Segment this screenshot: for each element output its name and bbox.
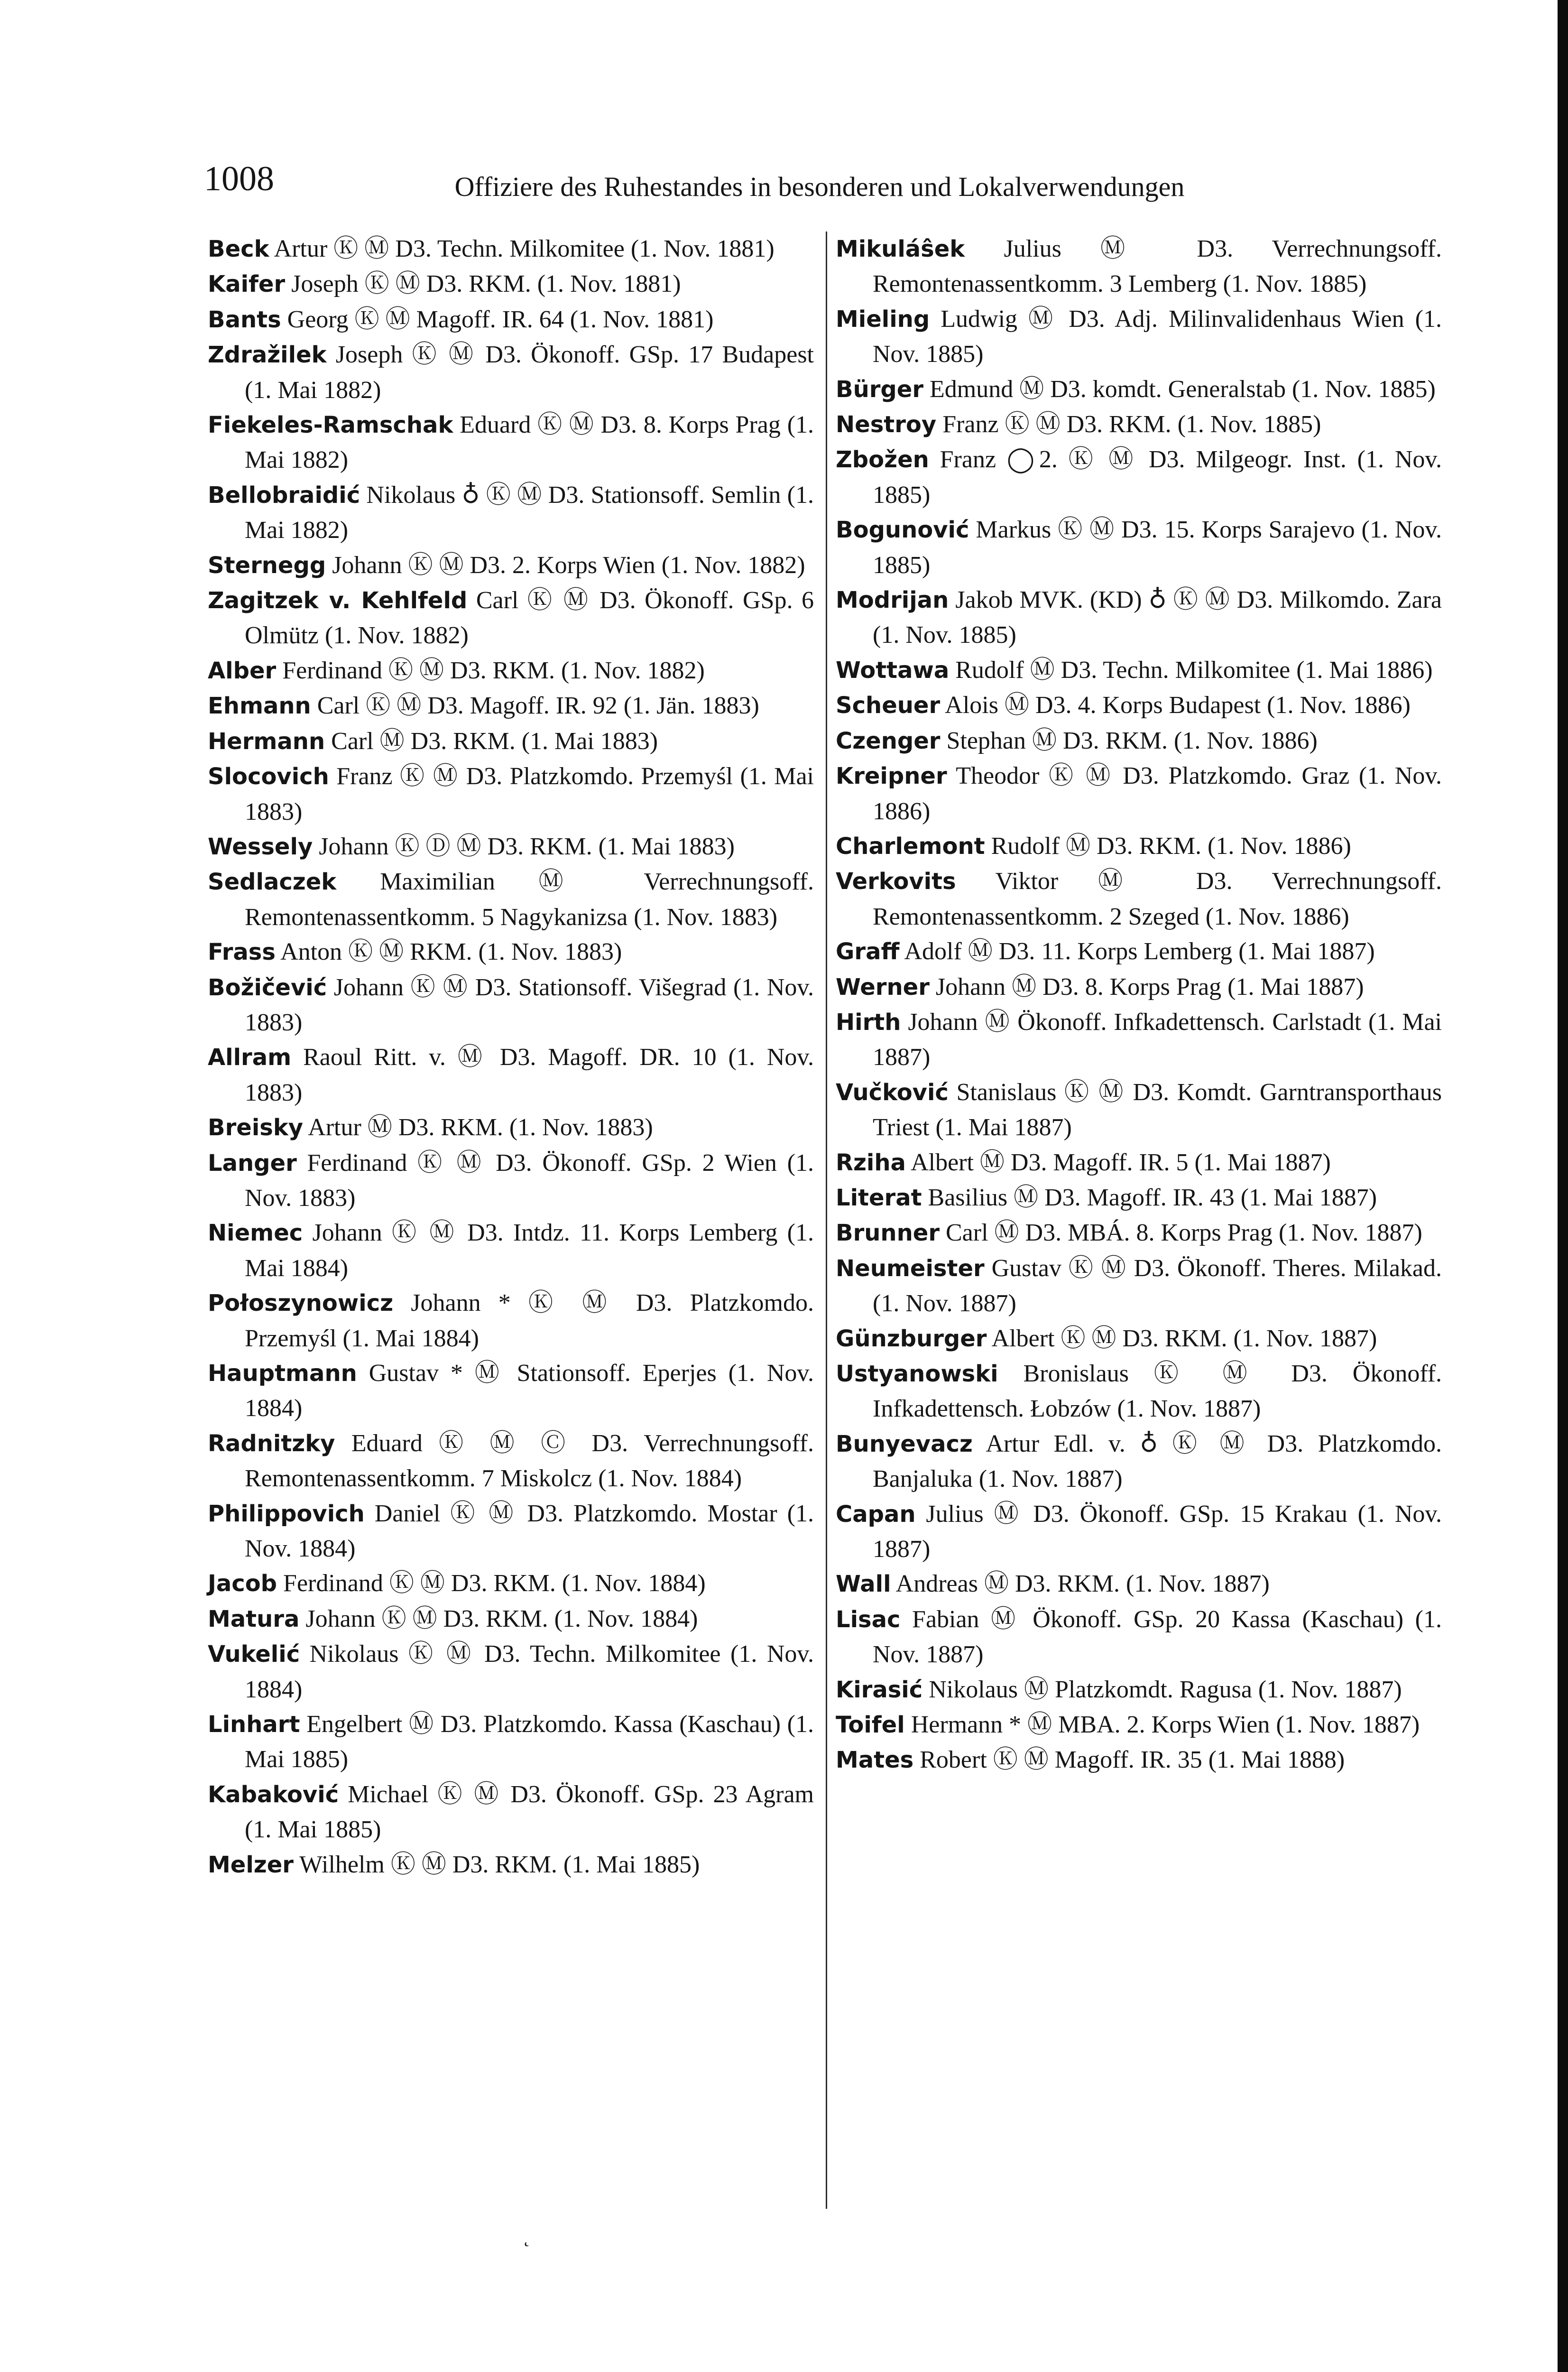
- register-entry: [208, 1215, 814, 1286]
- entry-surname: Wottawa: [836, 657, 950, 684]
- entry-details: Artur Ⓜ D3. RKM. (1. Nov. 1883): [308, 1114, 653, 1141]
- entry-details: Johann Ⓚ Ⓜ D3. Intdz. 11. Korps Lemberg (1. Mai 1884): [245, 1219, 814, 1282]
- entry-details: Julius Ⓜ D3. Ökonoff. GSp. 15 Krakau (1. Nov. 1887): [873, 1500, 1442, 1563]
- entry-details: Hermann * Ⓜ MBA. 2. Korps Wien (1. Nov. 1887): [911, 1711, 1420, 1739]
- entry-details: Carl Ⓚ Ⓜ D3. Magoff. IR. 92 (1. Jän. 1883): [317, 692, 759, 720]
- entry-details: Basilius Ⓜ D3. Magoff. IR. 43 (1. Mai 1887): [928, 1184, 1377, 1211]
- register-entry: [836, 1215, 1442, 1251]
- entry-details: Eduard Ⓚ Ⓜ D3. 8. Korps Prag (1. Mai 1882): [245, 411, 814, 474]
- entry-surname: Capan: [836, 1501, 916, 1528]
- entry-surname: Brunner: [836, 1220, 940, 1247]
- entry-surname: Alber: [208, 657, 277, 684]
- entry-details: Adolf Ⓜ D3. 11. Korps Lemberg (1. Mai 1887): [904, 938, 1375, 965]
- entry-details: Rudolf Ⓜ D3. RKM. (1. Nov. 1886): [991, 832, 1351, 860]
- entry-surname: Fiekeles-Ramschak: [208, 412, 453, 439]
- register-entry: [836, 1672, 1442, 1707]
- register-entry: [836, 970, 1442, 1005]
- register-entry: [836, 583, 1442, 653]
- register-entry: [208, 829, 814, 864]
- register-entry: [836, 512, 1442, 583]
- register-entry: [208, 864, 814, 935]
- entry-surname: Matura: [208, 1605, 300, 1632]
- entry-surname: Frass: [208, 939, 276, 966]
- entry-surname: Kaifer: [208, 271, 286, 298]
- entry-details: Julius Ⓜ D3. Verrechnungsoff. Remontenassentkomm. 3 Lemberg (1. Nov. 1885): [873, 235, 1442, 298]
- entry-details: Markus Ⓚ Ⓜ D3. 15. Korps Sarajevo (1. Nov. 1885): [873, 516, 1442, 579]
- register-entry: [836, 688, 1442, 723]
- entry-surname: Ustyanowski: [836, 1361, 998, 1387]
- entry-surname: Kabaković: [208, 1781, 339, 1808]
- entry-surname: Jacob: [208, 1570, 277, 1597]
- register-entry: [208, 1496, 814, 1566]
- entry-surname: Melzer: [208, 1851, 294, 1878]
- entry-details: Johann Ⓚ Ⓜ D3. RKM. (1. Nov. 1884): [305, 1605, 698, 1632]
- entry-surname: Hirth: [836, 1009, 901, 1036]
- entry-surname: Połoszynowicz: [208, 1290, 394, 1317]
- entry-details: Joseph Ⓚ Ⓜ D3. RKM. (1. Nov. 1881): [291, 270, 681, 298]
- entry-surname: Radnitzky: [208, 1430, 335, 1457]
- entry-details: Ferdinand Ⓚ Ⓜ D3. RKM. (1. Nov. 1882): [282, 657, 705, 684]
- entry-details: Rudolf Ⓜ D3. Techn. Milkomitee (1. Mai 1886): [955, 656, 1433, 684]
- entry-surname: Modrijan: [836, 587, 949, 614]
- register-entry: [836, 1742, 1442, 1778]
- entry-surname: Vukelić: [208, 1641, 300, 1668]
- register-entry: [836, 442, 1442, 512]
- entry-details: Viktor Ⓜ D3. Verrechnungsoff. Remontenassentkomm. 2 Szeged (1. Nov. 1886): [873, 868, 1442, 930]
- register-entry: [208, 724, 814, 759]
- entry-details: Albert Ⓜ D3. Magoff. IR. 5 (1. Mai 1887): [911, 1149, 1331, 1176]
- register-entry: [836, 1707, 1442, 1742]
- entry-details: Nikolaus Ⓜ Platzkomdt. Ragusa (1. Nov. 1887): [929, 1676, 1402, 1703]
- running-head: Offiziere des Ruhestandes in besonderen und Lokalverwendungen: [454, 171, 1185, 202]
- entry-details: Ferdinand Ⓚ Ⓜ D3. Ökonoff. GSp. 2 Wien (1. Nov. 1883): [245, 1149, 814, 1212]
- entry-surname: Slocovich: [208, 763, 329, 790]
- entry-details: Gustav * Ⓜ Stationsoff. Eperjes (1. Nov. 1884): [245, 1360, 814, 1422]
- register-entry: [836, 1356, 1442, 1427]
- register-entry: [208, 232, 814, 267]
- entry-surname: Breisky: [208, 1114, 304, 1141]
- entry-surname: Langer: [208, 1149, 297, 1177]
- entry-surname: Wessely: [208, 833, 313, 860]
- entry-surname: Zbožen: [836, 446, 929, 473]
- entry-surname: Bürger: [836, 376, 924, 403]
- register-entry: [836, 723, 1442, 759]
- entry-surname: Bunyevacz: [836, 1430, 973, 1457]
- entry-details: Wilhelm Ⓚ Ⓜ D3. RKM. (1. Mai 1885): [299, 1851, 700, 1878]
- entry-details: Daniel Ⓚ Ⓜ D3. Platzkomdo. Mostar (1. Nov. 1884): [245, 1500, 814, 1563]
- register-entry: [836, 653, 1442, 688]
- entry-details: Albert Ⓚ Ⓜ D3. RKM. (1. Nov. 1887): [991, 1325, 1377, 1352]
- right-column: [836, 232, 1442, 1778]
- entry-details: Eduard Ⓚ Ⓜ Ⓒ D3. Verrechnungsoff. Remontenassentkomm. 7 Miskolcz (1. Nov. 1884): [245, 1429, 814, 1492]
- register-entry: [208, 1286, 814, 1356]
- register-entry: [836, 1180, 1442, 1215]
- entry-surname: Zdražilek: [208, 342, 327, 369]
- entry-surname: Czenger: [836, 727, 941, 754]
- entry-details: Nikolaus ♁ Ⓚ Ⓜ D3. Stationsoff. Semlin (1. Mai 1882): [245, 481, 814, 544]
- register-entry: [208, 1566, 814, 1601]
- entry-details: Stanislaus Ⓚ Ⓜ D3. Komdt. Garntransporthaus Triest (1. Mai 1887): [873, 1078, 1442, 1141]
- entry-details: Engelbert Ⓜ D3. Platzkomdo. Kassa (Kaschau) (1. Mai 1885): [245, 1711, 814, 1773]
- entry-surname: Hermann: [208, 728, 325, 755]
- entry-details: Andreas Ⓜ D3. RKM. (1. Nov. 1887): [895, 1570, 1270, 1598]
- entry-details: Maximilian Ⓜ Verrechnungsoff. Remontenassentkomm. 5 Nagykanizsa (1. Nov. 1883): [245, 868, 814, 931]
- column-divider: [826, 232, 827, 2209]
- entry-details: Carl Ⓜ D3. MBÁ. 8. Korps Prag (1. Nov. 1887): [946, 1219, 1422, 1247]
- register-entry: [208, 302, 814, 337]
- register-entry: [836, 372, 1442, 407]
- entry-details: Robert Ⓚ Ⓜ Magoff. IR. 35 (1. Mai 1888): [920, 1746, 1345, 1774]
- entry-details: Artur Edl. v. ♁ Ⓚ Ⓜ D3. Platzkomdo. Banjaluka (1. Nov. 1887): [873, 1430, 1442, 1493]
- entry-surname: Niemec: [208, 1220, 303, 1247]
- entry-surname: Literat: [836, 1184, 922, 1211]
- entry-details: Franz ◯2. Ⓚ Ⓜ D3. Milgeogr. Inst. (1. Nov. 1885): [873, 446, 1442, 509]
- entry-surname: Neumeister: [836, 1255, 985, 1282]
- register-entry: [208, 1602, 814, 1637]
- entry-details: Theodor Ⓚ Ⓜ D3. Platzkomdo. Graz (1. Nov. 1886): [873, 762, 1442, 825]
- register-entry: [208, 478, 814, 548]
- entry-details: Johann Ⓚ Ⓜ D3. 2. Korps Wien (1. Nov. 1882): [332, 551, 805, 579]
- register-entry: [208, 759, 814, 829]
- entry-details: Carl Ⓚ Ⓜ D3. Ökonoff. GSp. 6 Olmütz (1. Nov. 1882): [245, 587, 814, 649]
- entry-surname: Bants: [208, 306, 281, 333]
- register-entry: [208, 408, 814, 478]
- entry-details: Ludwig Ⓜ D3. Adj. Milinvalidenhaus Wien (1. Nov. 1885): [873, 305, 1442, 368]
- entry-surname: Mieling: [836, 306, 930, 333]
- register-entry: [208, 1146, 814, 1216]
- entry-details: Johann Ⓚ Ⓓ Ⓜ D3. RKM. (1. Mai 1883): [319, 833, 735, 860]
- register-entry: [208, 267, 814, 302]
- entry-surname: Hauptmann: [208, 1360, 357, 1387]
- register-entry: [208, 688, 814, 723]
- register-entry: [836, 1497, 1442, 1567]
- entry-surname: Allram: [208, 1044, 292, 1071]
- register-entry: [836, 759, 1442, 829]
- entry-details: Johann Ⓜ Ökonoff. Infkadettensch. Carlstadt (1. Mai 1887): [873, 1008, 1442, 1071]
- page-edge-bar: [1558, 0, 1568, 2372]
- register-entry: [836, 1251, 1442, 1321]
- footer-mark: ˛: [524, 2225, 530, 2247]
- entry-surname: Philippovich: [208, 1500, 365, 1527]
- entry-surname: Werner: [836, 973, 930, 1001]
- entry-surname: Rziha: [836, 1149, 906, 1176]
- entry-details: Artur Ⓚ Ⓜ D3. Techn. Milkomitee (1. Nov. 1881): [274, 235, 775, 262]
- entry-details: Johann * Ⓚ Ⓜ D3. Platzkomdo. Przemyśl (1. Mai 1884): [245, 1289, 814, 1352]
- register-entry: [836, 232, 1442, 302]
- register-entry: [836, 934, 1442, 969]
- register-entry: [208, 1847, 814, 1882]
- entry-surname: Božičević: [208, 974, 327, 1001]
- register-entry: [208, 1040, 814, 1110]
- register-entry: [836, 407, 1442, 442]
- register-entry: [836, 864, 1442, 934]
- entry-surname: Linhart: [208, 1711, 300, 1738]
- entry-surname: Graff: [836, 938, 900, 965]
- entry-details: Bronislaus Ⓚ Ⓜ D3. Ökonoff. Infkadettensch. Łobzów (1. Nov. 1887): [873, 1360, 1442, 1423]
- page-number: 1008: [204, 159, 274, 198]
- entry-details: Franz Ⓚ Ⓜ D3. Platzkomdo. Przemyśl (1. Mai 1883): [245, 763, 814, 825]
- entry-details: Raoul Ritt. v. Ⓜ D3. Magoff. DR. 10 (1. Nov. 1883): [245, 1044, 814, 1106]
- entry-details: Michael Ⓚ Ⓜ D3. Ökonoff. GSp. 23 Agram (1. Mai 1885): [245, 1780, 814, 1844]
- entry-surname: Scheuer: [836, 692, 941, 719]
- entry-details: Johann Ⓜ D3. 8. Korps Prag (1. Mai 1887): [935, 973, 1364, 1001]
- entry-details: Edmund Ⓜ D3. komdt. Generalstab (1. Nov. 1885): [930, 375, 1436, 403]
- register-entry: [208, 970, 814, 1040]
- register-entry: [208, 935, 814, 970]
- register-entry: [208, 337, 814, 408]
- register-entry: [208, 1426, 814, 1496]
- register-entry: [208, 583, 814, 653]
- entry-surname: Wall: [836, 1571, 891, 1598]
- entry-details: Joseph Ⓚ Ⓜ D3. Ökonoff. GSp. 17 Budapest (1. Mai 1882): [245, 341, 814, 404]
- left-column: [208, 232, 814, 1882]
- register-entry: [208, 1356, 814, 1426]
- register-entry: [836, 1602, 1442, 1672]
- entry-surname: Mates: [836, 1747, 914, 1774]
- entry-surname: Verkovits: [836, 868, 956, 895]
- entry-details: Franz Ⓚ Ⓜ D3. RKM. (1. Nov. 1885): [942, 411, 1321, 438]
- register-entry: [208, 1777, 814, 1847]
- entry-surname: Kreipner: [836, 763, 947, 790]
- entry-details: Jakob MVK. (KD) ♁ Ⓚ Ⓜ D3. Milkomdo. Zara (1. Nov. 1885): [873, 586, 1442, 649]
- entry-details: Fabian Ⓜ Ökonoff. GSp. 20 Kassa (Kaschau) (1. Nov. 1887): [873, 1605, 1442, 1668]
- register-entry: [208, 1637, 814, 1707]
- register-entry: [836, 1427, 1442, 1497]
- register-entry: [208, 1707, 814, 1777]
- entry-details: Carl Ⓜ D3. RKM. (1. Mai 1883): [331, 727, 658, 755]
- entry-details: Johann Ⓚ Ⓜ D3. Stationsoff. Višegrad (1. Nov. 1883): [245, 973, 814, 1036]
- entry-surname: Bogunović: [836, 517, 969, 544]
- entry-details: Ferdinand Ⓚ Ⓜ D3. RKM. (1. Nov. 1884): [283, 1570, 706, 1597]
- register-entry: [208, 548, 814, 583]
- register-entry: [836, 1321, 1442, 1356]
- register-entry: [836, 1075, 1442, 1145]
- entry-surname: Vučković: [836, 1079, 949, 1106]
- entry-surname: Nestroy: [836, 411, 937, 438]
- entry-details: Gustav Ⓚ Ⓜ D3. Ökonoff. Theres. Milakad. (1. Nov. 1887): [873, 1254, 1442, 1317]
- entry-surname: Kirasić: [836, 1676, 923, 1703]
- entry-surname: Lisac: [836, 1606, 901, 1633]
- entry-surname: Zagitzek v. Kehlfeld: [208, 587, 468, 614]
- entry-surname: Sedlaczek: [208, 869, 337, 896]
- register-entry: [836, 1145, 1442, 1180]
- entry-details: Georg Ⓚ Ⓜ Magoff. IR. 64 (1. Nov. 1881): [287, 306, 714, 333]
- entry-surname: Beck: [208, 236, 269, 262]
- entry-surname: Mikuláŝek: [836, 236, 965, 262]
- register-entry: [836, 1566, 1442, 1602]
- register-entry: [208, 1110, 814, 1145]
- register-entry: [836, 829, 1442, 864]
- entry-details: Stephan Ⓜ D3. RKM. (1. Nov. 1886): [946, 727, 1318, 754]
- entry-details: Alois Ⓜ D3. 4. Korps Budapest (1. Nov. 1886): [945, 692, 1411, 719]
- entry-surname: Ehmann: [208, 693, 311, 720]
- entry-surname: Günzburger: [836, 1325, 987, 1352]
- entry-surname: Toifel: [836, 1712, 905, 1739]
- register-entry: [836, 1005, 1442, 1075]
- entry-surname: Charlemont: [836, 833, 985, 860]
- entry-surname: Sternegg: [208, 552, 326, 579]
- entry-surname: Bellobraidić: [208, 482, 360, 509]
- register-entry: [208, 653, 814, 688]
- register-entry: [836, 302, 1442, 372]
- entry-details: Nikolaus Ⓚ Ⓜ D3. Techn. Milkomitee (1. Nov. 1884): [245, 1640, 814, 1703]
- entry-details: Anton Ⓚ Ⓜ RKM. (1. Nov. 1883): [280, 938, 622, 966]
